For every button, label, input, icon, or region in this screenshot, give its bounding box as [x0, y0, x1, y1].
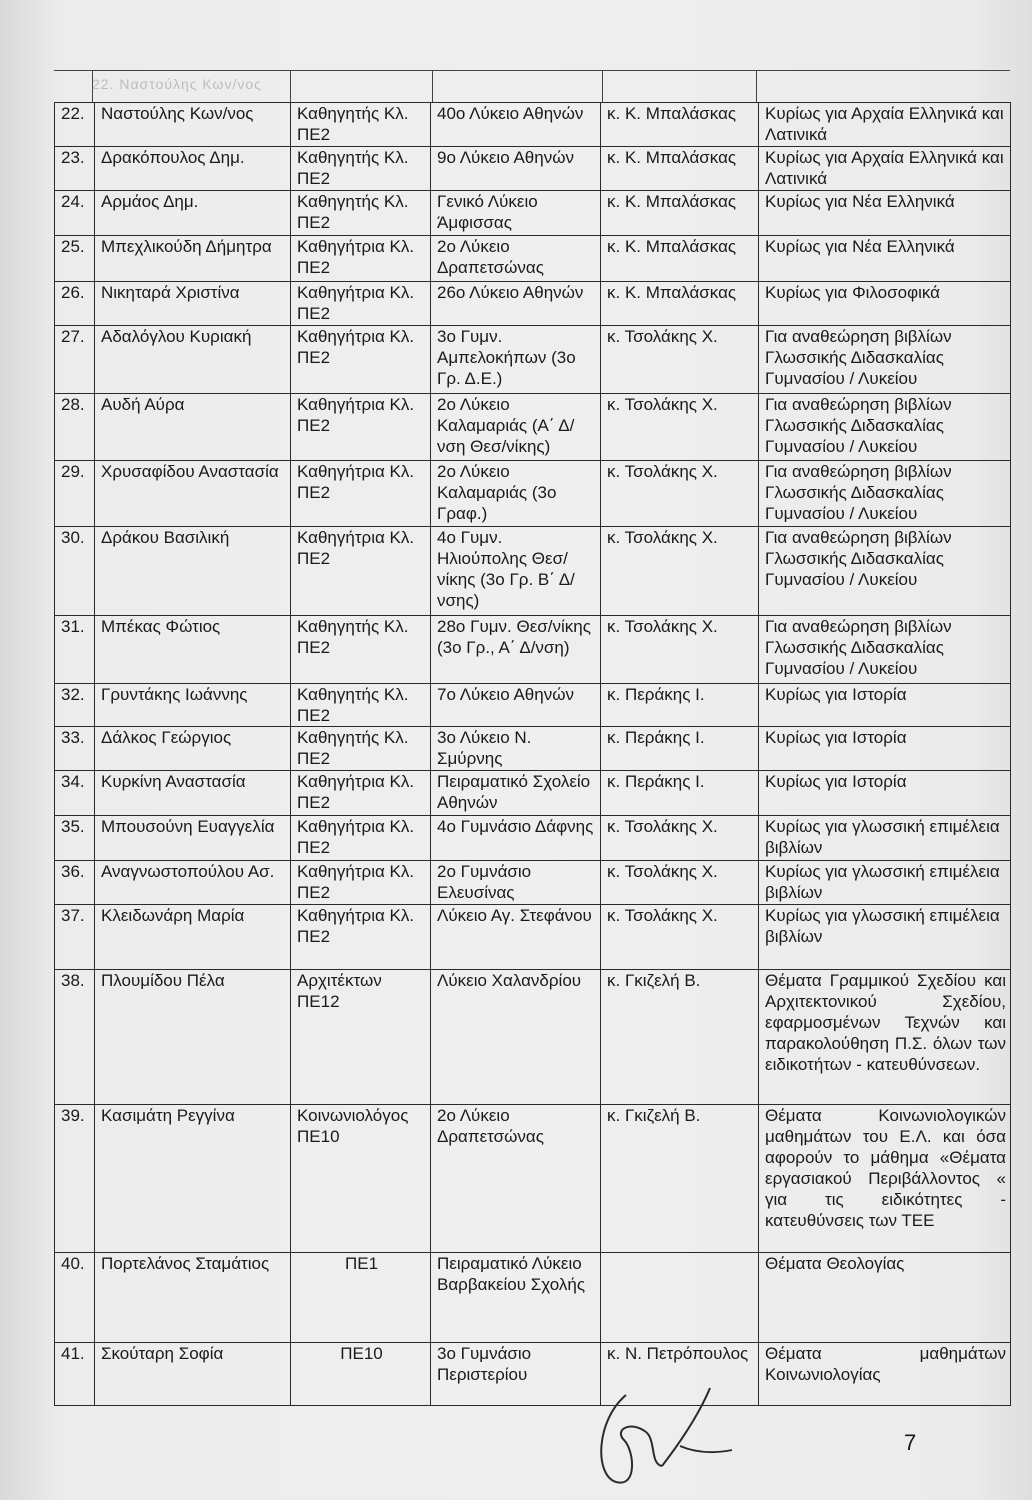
person-name: Πλουμίδου Πέλα	[95, 970, 291, 1105]
signature-mark	[586, 1380, 736, 1490]
subject: Για αναθεώρηση βιβλίων Γλωσσικής Διδασκαλίας Γυμνασίου / Λυκείου	[759, 394, 1011, 461]
person-role: Καθηγήτρια Κλ. ΠΕ2	[291, 527, 431, 616]
subject: Κυρίως για Ιστορία	[759, 771, 1011, 816]
table-top-divider	[756, 70, 757, 102]
school: 40ο Λύκειο Αθηνών	[431, 103, 601, 147]
supervisor: κ. Τσολάκης Χ.	[601, 905, 759, 970]
person-name: Αναγνωστοπούλου Ασ.	[95, 861, 291, 905]
person-role: Καθηγήτρια Κλ. ΠΕ2	[291, 236, 431, 282]
row-number: 23.	[55, 147, 95, 191]
table-row	[55, 970, 1011, 1105]
supervisor: κ. Τσολάκης Χ.	[601, 394, 759, 461]
person-name: Μπεχλικούδη Δήμητρα	[95, 236, 291, 282]
subject: Κυρίως για γλωσσική επιμέλεια βιβλίων	[759, 861, 1011, 905]
person-role: Καθηγητής Κλ. ΠΕ2	[291, 727, 431, 771]
table-row	[55, 191, 1011, 236]
school: 2ο Λύκειο Δραπετσώνας	[431, 236, 601, 282]
person-role: Καθηγήτρια Κλ. ΠΕ2	[291, 461, 431, 527]
supervisor: κ. Τσολάκης Χ.	[601, 527, 759, 616]
table-row	[55, 1253, 1011, 1343]
table-row	[55, 816, 1011, 861]
supervisor: κ. Περάκης Ι.	[601, 727, 759, 771]
bleed-through-text: 22. Ναστούλης Κων/νος	[92, 76, 262, 92]
table-row	[55, 1105, 1011, 1253]
person-role: Αρχιτέκτων ΠΕ12	[291, 970, 431, 1105]
supervisor: κ. Κ. Μπαλάσκας	[601, 282, 759, 326]
supervisor: κ. Κ. Μπαλάσκας	[601, 236, 759, 282]
subject: Κυρίως για Νέα Ελληνικά	[759, 236, 1011, 282]
subject: Θέματα Θεολογίας	[759, 1253, 1011, 1343]
row-number: 31.	[55, 616, 95, 684]
table-top-divider	[432, 70, 433, 102]
person-role: Καθηγητής Κλ. ΠΕ2	[291, 616, 431, 684]
person-name: Αρμάος Δημ.	[95, 191, 291, 236]
person-name: Χρυσαφίδου Αναστασία	[95, 461, 291, 527]
subject: Θέματα μαθημάτων Κοινωνιολογίας	[759, 1343, 1011, 1406]
person-name: Μπέκας Φώτιος	[95, 616, 291, 684]
person-name: Δάλκος Γεώργιος	[95, 727, 291, 771]
row-number: 35.	[55, 816, 95, 861]
subject: Για αναθεώρηση βιβλίων Γλωσσικής Διδασκαλίας Γυμνασίου / Λυκείου	[759, 461, 1011, 527]
person-name: Κλειδωνάρη Μαρία	[95, 905, 291, 970]
subject: Για αναθεώρηση βιβλίων Γλωσσικής Διδασκαλίας Γυμνασίου / Λυκείου	[759, 527, 1011, 616]
row-number: 29.	[55, 461, 95, 527]
person-role: Καθηγητής Κλ. ΠΕ2	[291, 147, 431, 191]
person-role: Καθηγήτρια Κλ. ΠΕ2	[291, 905, 431, 970]
school: 2ο Λύκειο Καλαμαριάς (Α΄ Δ/νση Θεσ/νίκης)	[431, 394, 601, 461]
supervisor: κ. Τσολάκης Χ.	[601, 816, 759, 861]
staff-table	[54, 102, 1011, 1406]
table-row	[55, 861, 1011, 905]
row-number: 32.	[55, 684, 95, 727]
school: 4ο Γυμνάσιο Δάφνης	[431, 816, 601, 861]
table-top-border	[54, 70, 1010, 71]
supervisor: κ. Περάκης Ι.	[601, 771, 759, 816]
table-row	[55, 103, 1011, 147]
school: 4ο Γυμν. Ηλιούπολης Θεσ/νίκης (3ο Γρ. Β΄ Δ/νσης)	[431, 527, 601, 616]
table-row	[55, 684, 1011, 727]
person-name: Σκούταρη Σοφία	[95, 1343, 291, 1406]
person-name: Ναστούλης Κων/νος	[95, 103, 291, 147]
table-row	[55, 771, 1011, 816]
table-row	[55, 236, 1011, 282]
supervisor: κ. Τσολάκης Χ.	[601, 616, 759, 684]
person-role: Καθηγητής Κλ. ΠΕ2	[291, 684, 431, 727]
subject: Θέματα Κοινωνιολογικών μαθημάτων του Ε.Λ. και όσα αφορούν το μάθημα «Θέματα εργασιακού Περιβάλλοντος « για τις ειδικότητες - κατευθύνσεις των ΤΕΕ	[759, 1105, 1011, 1253]
person-role: Καθηγήτρια Κλ. ΠΕ2	[291, 816, 431, 861]
table-top-divider	[290, 70, 291, 102]
row-number: 33.	[55, 727, 95, 771]
person-role: Καθηγήτρια Κλ. ΠΕ2	[291, 394, 431, 461]
table-row	[55, 394, 1011, 461]
row-number: 41.	[55, 1343, 95, 1406]
subject: Κυρίως για γλωσσική επιμέλεια βιβλίων	[759, 905, 1011, 970]
person-name: Αδαλόγλου Κυριακή	[95, 326, 291, 394]
row-number: 30.	[55, 527, 95, 616]
person-role: Κοινωνιολόγος ΠΕ10	[291, 1105, 431, 1253]
subject: Κυρίως για Αρχαία Ελληνικά και Λατινικά	[759, 147, 1011, 191]
supervisor: κ. Τσολάκης Χ.	[601, 861, 759, 905]
row-number: 34.	[55, 771, 95, 816]
person-role: Καθηγήτρια Κλ. ΠΕ2	[291, 326, 431, 394]
subject: Κυρίως για Ιστορία	[759, 684, 1011, 727]
school: Λύκειο Αγ. Στεφάνου	[431, 905, 601, 970]
person-role: Καθηγήτρια Κλ. ΠΕ2	[291, 282, 431, 326]
school: 26ο Λύκειο Αθηνών	[431, 282, 601, 326]
person-role: Καθηγητής Κλ. ΠΕ2	[291, 103, 431, 147]
person-role: Καθηγήτρια Κλ. ΠΕ2	[291, 861, 431, 905]
person-role: ΠΕ10	[291, 1343, 431, 1406]
supervisor: κ. Γκιζελή Β.	[601, 1105, 759, 1253]
row-number: 28.	[55, 394, 95, 461]
row-number: 37.	[55, 905, 95, 970]
person-name: Μπουσούνη Ευαγγελία	[95, 816, 291, 861]
person-name: Δρακόπουλος Δημ.	[95, 147, 291, 191]
school: Πειραματικό Σχολείο Αθηνών	[431, 771, 601, 816]
row-number: 25.	[55, 236, 95, 282]
subject: Κυρίως για Ιστορία	[759, 727, 1011, 771]
supervisor	[601, 1253, 759, 1343]
table-row	[55, 905, 1011, 970]
row-number: 40.	[55, 1253, 95, 1343]
row-number: 27.	[55, 326, 95, 394]
table-row	[55, 326, 1011, 394]
person-role: Καθηγητής Κλ. ΠΕ2	[291, 191, 431, 236]
page-number: 7	[904, 1430, 917, 1455]
school: 7ο Λύκειο Αθηνών	[431, 684, 601, 727]
supervisor: κ. Κ. Μπαλάσκας	[601, 147, 759, 191]
school: Γενικό Λύκειο Άμφισσας	[431, 191, 601, 236]
school: 9ο Λύκειο Αθηνών	[431, 147, 601, 191]
supervisor: κ. Ν. Πετρόπουλος	[601, 1343, 759, 1406]
subject: Για αναθεώρηση βιβλίων Γλωσσικής Διδασκαλίας Γυμνασίου / Λυκείου	[759, 616, 1011, 684]
table-row	[55, 616, 1011, 684]
supervisor: κ. Κ. Μπαλάσκας	[601, 191, 759, 236]
table-top-divider	[602, 70, 603, 102]
person-name: Νικηταρά Χριστίνα	[95, 282, 291, 326]
school: 3ο Γυμνάσιο Περιστερίου	[431, 1343, 601, 1406]
person-name: Αυδή Αύρα	[95, 394, 291, 461]
subject: Για αναθεώρηση βιβλίων Γλωσσικής Διδασκαλίας Γυμνασίου / Λυκείου	[759, 326, 1011, 394]
school: 28ο Γυμν. Θεσ/νίκης (3ο Γρ., Α΄ Δ/νση)	[431, 616, 601, 684]
subject: Κυρίως για γλωσσική επιμέλεια βιβλίων	[759, 816, 1011, 861]
school: 2ο Λύκειο Καλαμαριάς (3ο Γραφ.)	[431, 461, 601, 527]
row-number: 22.	[55, 103, 95, 147]
school: Λύκειο Χαλανδρίου	[431, 970, 601, 1105]
person-name: Πορτελάνος Σταμάτιος	[95, 1253, 291, 1343]
person-name: Γρυντάκης Ιωάννης	[95, 684, 291, 727]
supervisor: κ. Τσολάκης Χ.	[601, 461, 759, 527]
table-row	[55, 147, 1011, 191]
subject: Κυρίως για Νέα Ελληνικά	[759, 191, 1011, 236]
table-row	[55, 1343, 1011, 1406]
table-row	[55, 461, 1011, 527]
school: 2ο Λύκειο Δραπετσώνας	[431, 1105, 601, 1253]
subject: Κυρίως για Φιλοσοφικά	[759, 282, 1011, 326]
row-number: 36.	[55, 861, 95, 905]
row-number: 38.	[55, 970, 95, 1105]
person-name: Κασιμάτη Ρεγγίνα	[95, 1105, 291, 1253]
supervisor: κ. Τσολάκης Χ.	[601, 326, 759, 394]
subject: Κυρίως για Αρχαία Ελληνικά και Λατινικά	[759, 103, 1011, 147]
school: 3ο Λύκειο Ν. Σμύρνης	[431, 727, 601, 771]
person-role: Καθηγήτρια Κλ. ΠΕ2	[291, 771, 431, 816]
row-number: 39.	[55, 1105, 95, 1253]
table-row	[55, 727, 1011, 771]
row-number: 24.	[55, 191, 95, 236]
supervisor: κ. Κ. Μπαλάσκας	[601, 103, 759, 147]
table-row	[55, 527, 1011, 616]
school: 3ο Γυμν. Αμπελοκήπων (3ο Γρ. Δ.Ε.)	[431, 326, 601, 394]
person-name: Κυρκίνη Αναστασία	[95, 771, 291, 816]
supervisor: κ. Περάκης Ι.	[601, 684, 759, 727]
row-number: 26.	[55, 282, 95, 326]
school: 2ο Γυμνάσιο Ελευσίνας	[431, 861, 601, 905]
person-name: Δράκου Βασιλική	[95, 527, 291, 616]
school: Πειραματικό Λύκειο Βαρβακείου Σχολής	[431, 1253, 601, 1343]
subject: Θέματα Γραμμικού Σχεδίου και Αρχιτεκτονικού Σχεδίου, εφαρμοσμένων Τεχνών και παρακολούθηση Π.Σ. όλων των ειδικοτήτων - κατευθύνσεων.	[759, 970, 1011, 1105]
table-row	[55, 282, 1011, 326]
supervisor: κ. Γκιζελή Β.	[601, 970, 759, 1105]
person-role: ΠΕ1	[291, 1253, 431, 1343]
